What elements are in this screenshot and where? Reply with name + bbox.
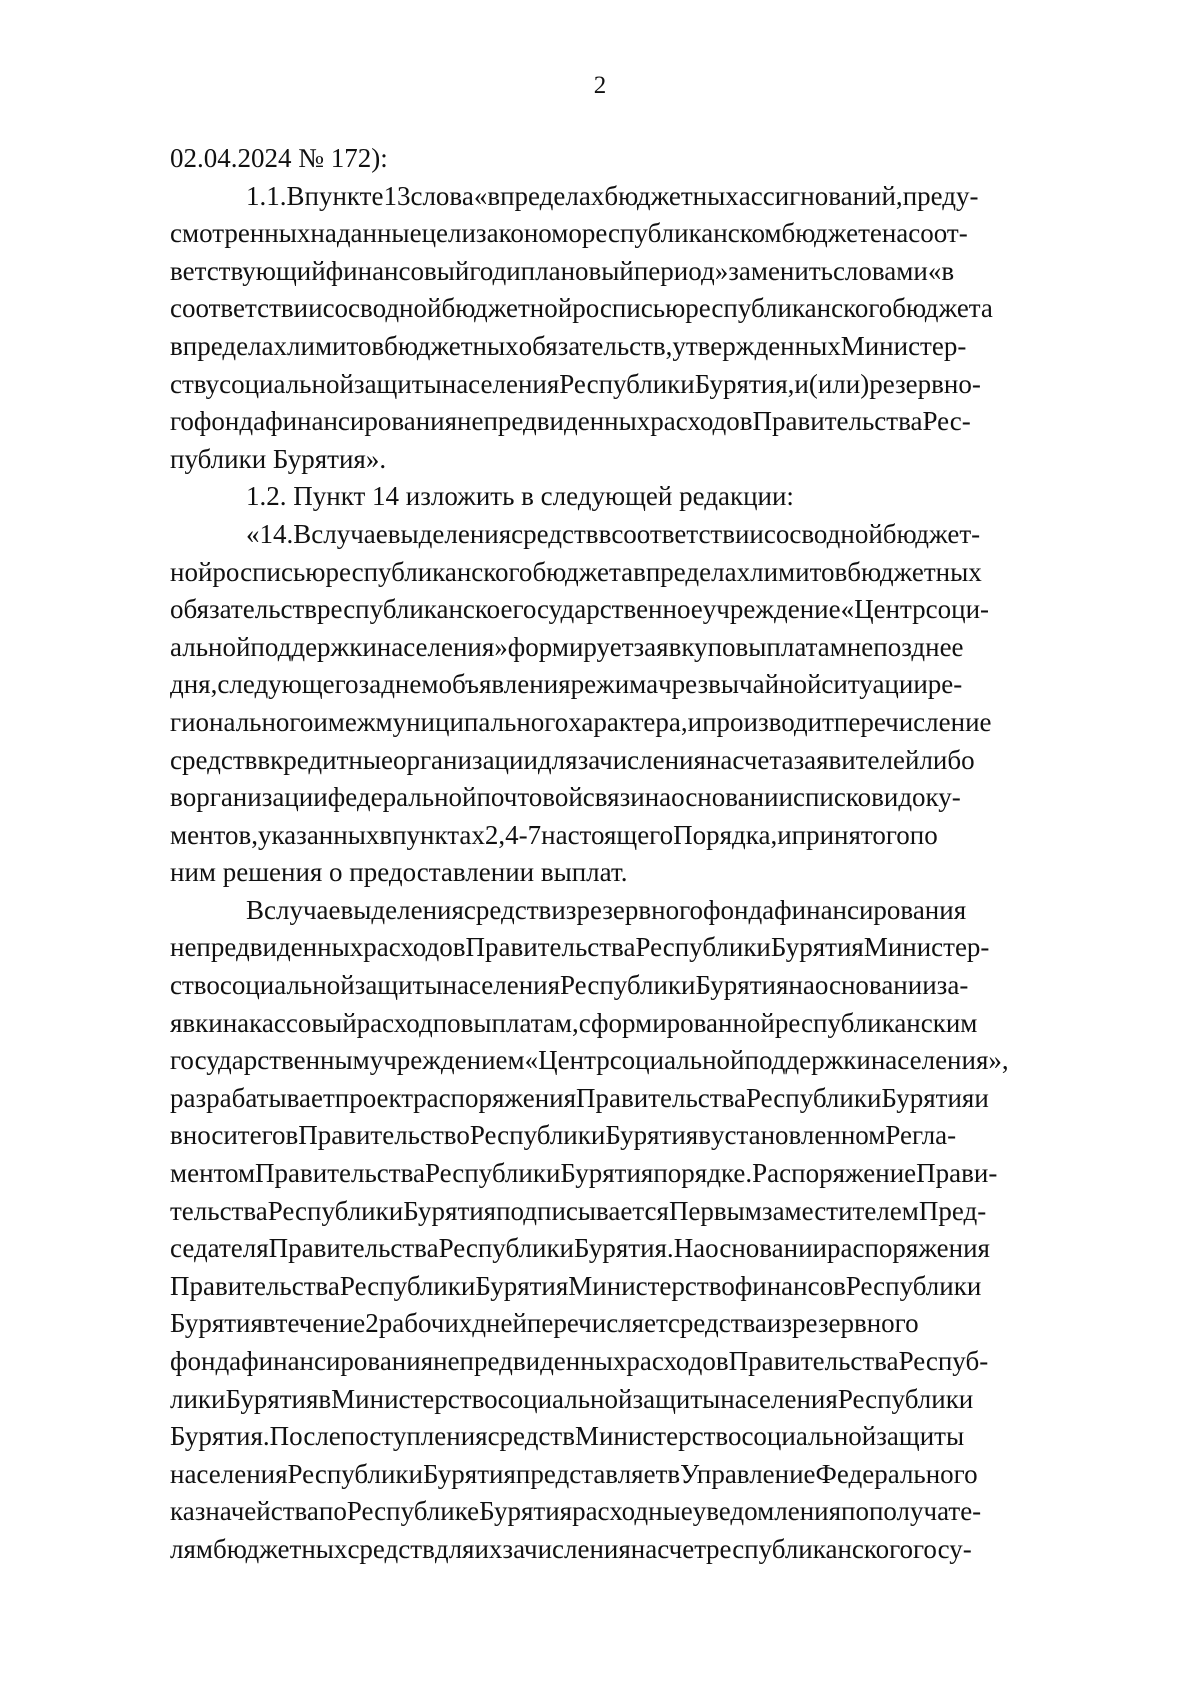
text-line: дня, следующего за днем объявления режима чрезвычайной ситуации ре- [170,669,963,700]
text-line: «14. В случае выделения средств в соответствии со сводной бюджет- [246,518,981,549]
text-line: лям бюджетных средств для их зачисления на счет республиканского госу- [170,1533,972,1564]
text-line: 1.1. В пункте 13 слова «в пределах бюджетных ассигнований, преду- [246,180,979,211]
text-line: Бурятия в течение 2 рабочих дней перечисляет средства из резервного [170,1308,919,1339]
text-line: лики Бурятия в Министерство социальной защиты населения Республики [170,1383,974,1414]
text-line: В случае выделения средств из резервного фонда финансирования [246,894,967,925]
text-line: 1.2. Пункт 14 изложить в следующей редакции: [246,481,794,512]
text-line: публики Бурятия». [170,443,387,474]
text-line: смотренных на данные цели законом о республиканском бюджете на соот- [170,218,968,249]
text-line: разрабатывает проект распоряжения Правительства Республики Бурятия и [170,1082,989,1113]
text-line: 02.04.2024 № 172): [170,143,388,173]
text-line: го фонда финансирования непредвиденных расходов Правительства Рес- [170,406,971,437]
text-line: фонда финансирования непредвиденных расходов Правительства Респуб- [170,1346,989,1376]
text-line: явки на кассовый расход по выплатам, сформированной республиканским [170,1007,978,1038]
text-line: седателя Правительства Республики Бурятия. На основании распоряжения [170,1233,990,1264]
text-line: непредвиденных расходов Правительства Республики Бурятия Министер- [170,932,990,963]
text-line: ним решения о предоставлении выплат. [170,857,628,888]
text-line: в организации федеральной почтовой связи на основании списков и доку- [170,782,961,813]
text-line: в пределах лимитов бюджетных обязательств, утвержденных Министер- [170,330,967,361]
text-line: государственным учреждением «Центр социальной поддержки населения», [170,1045,1009,1076]
text-line: ной росписью республиканского бюджета в пределах лимитов бюджетных [170,556,982,587]
text-line: средств в кредитные организации для зачисления на счета заявителей либо [170,744,975,775]
text-line: Правительства Республики Бурятия Министерство финансов Республики [170,1270,982,1301]
text-line: гионального и межмуниципального характера, и производит перечисление [170,706,992,737]
text-line: Бурятия. После поступления средств Министерство социальной защиты [170,1421,965,1452]
text-line: соответствии со сводной бюджетной росписью республиканского бюджета [170,293,993,324]
text-line: ментов, указанных в пунктах 2, 4 - 7 настоящего Порядка, и принятого по [170,819,938,850]
text-line: населения Республики Бурятия представляет в Управление Федерального [170,1458,978,1489]
text-line: ветствующий финансовый год и плановый период» заменить словами «в [170,255,955,286]
text-line: казначейства по Республике Бурятия расходные уведомления по получате- [170,1496,982,1527]
page-number: 2 [593,72,607,99]
text-line: альной поддержки населения» формирует заявку по выплатам не позднее [170,631,964,662]
text-line: ство социальной защиты населения Республики Бурятия на основании за- [170,970,969,1001]
text-line: вносит его в Правительство Республики Бурятия в установленном Регла- [170,1120,957,1151]
document-body [170,140,1090,1569]
text-line: ментом Правительства Республики Бурятия порядке. Распоряжение Прави- [170,1158,998,1189]
text-line: ству социальной защиты населения Республики Бурятия, и (или) резервно- [170,368,981,399]
text-line: обязательств республиканское государственное учреждение «Центр соци- [170,594,990,625]
text-line: тельства Республики Бурятия подписывается Первым заместителем Пред- [170,1195,987,1226]
